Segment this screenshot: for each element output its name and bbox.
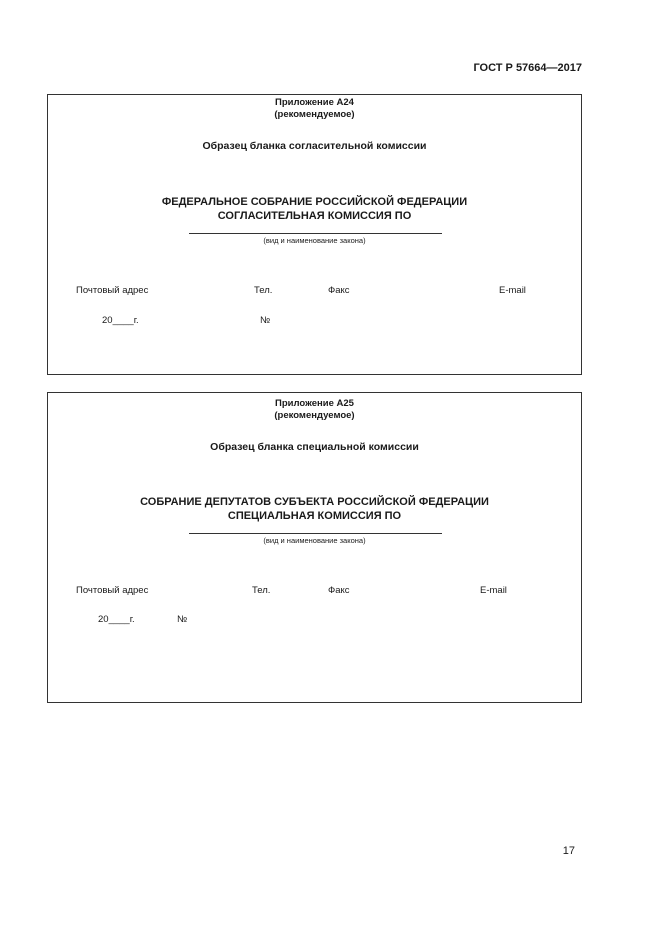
appendix-title: Приложение А24 — [275, 97, 354, 108]
appendix-status: (рекомендуемое) — [274, 109, 355, 120]
org-line-1: СОБРАНИЕ ДЕПУТАТОВ СУБЪЕКТА РОССИЙСКОЙ ФЕДЕРАЦИИ — [140, 496, 489, 508]
org-line-2: СПЕЦИАЛЬНАЯ КОМИССИЯ ПО — [227, 510, 402, 522]
email-label: E-mail — [480, 585, 507, 596]
fax-label: Факс — [328, 585, 350, 596]
fax-label: Факс — [328, 285, 350, 296]
number-label: № — [260, 315, 271, 326]
postal-address-label: Почтовый адрес — [76, 585, 149, 596]
org-line-1: ФЕДЕРАЛЬНОЕ СОБРАНИЕ РОССИЙСКОЙ ФЕДЕРАЦИИ — [161, 196, 468, 208]
form-frame-a24 — [47, 94, 582, 375]
date-label: 20____г. — [102, 315, 139, 326]
law-caption: (вид и наименование закона) — [263, 536, 366, 545]
postal-address-label: Почтовый адрес — [76, 285, 149, 296]
appendix-status: (рекомендуемое) — [274, 410, 355, 421]
number-label: № — [177, 614, 188, 625]
date-label: 20____г. — [98, 614, 135, 625]
law-name-line — [189, 533, 442, 534]
sample-title: Образец бланка специальной комиссии — [210, 441, 419, 453]
org-line-2: СОГЛАСИТЕЛЬНАЯ КОМИССИЯ ПО — [217, 210, 412, 222]
form-frame-a25 — [47, 392, 582, 703]
email-label: E-mail — [499, 285, 526, 296]
document-code: ГОСТ Р 57664—2017 — [473, 62, 582, 74]
law-name-line — [189, 233, 442, 234]
sample-title: Образец бланка согласительной комиссии — [202, 140, 427, 152]
page-number: 17 — [562, 845, 575, 857]
tel-label: Тел. — [252, 585, 271, 596]
law-caption: (вид и наименование закона) — [263, 236, 366, 245]
appendix-title: Приложение А25 — [275, 398, 354, 409]
tel-label: Тел. — [254, 285, 273, 296]
